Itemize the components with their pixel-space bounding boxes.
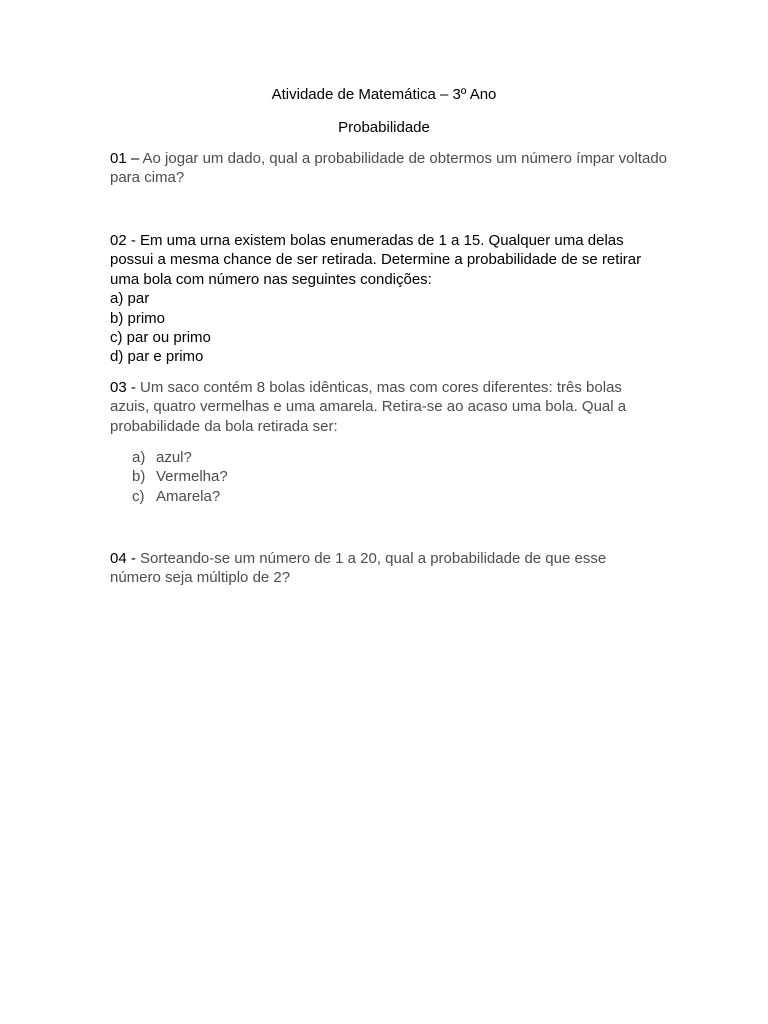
document-subtitle: Probabilidade xyxy=(338,119,430,136)
question-3 xyxy=(110,378,650,436)
question-4 xyxy=(110,549,650,588)
option-text: azul? xyxy=(156,449,192,466)
option-letter: c) xyxy=(132,487,145,505)
option-letter: a) xyxy=(132,449,146,466)
question-2-option-c: c) par ou primo xyxy=(110,329,211,347)
option-text: Amarela? xyxy=(156,487,221,505)
question-1-text: Ao jogar um dado, qual a probabilidade de obtermos um número ímpar voltado para cima? xyxy=(110,150,668,187)
question-3-option-c xyxy=(132,487,532,506)
question-1-number: 01 – xyxy=(110,150,140,167)
question-3-options xyxy=(132,448,532,506)
question-2-option-a: a) par xyxy=(110,290,150,308)
question-2-line: possui a mesma chance de ser retirada. Determine a probabilidade de se retirar xyxy=(110,251,642,269)
question-4-number: 04 - xyxy=(110,550,136,567)
question-3-number: 03 - xyxy=(110,379,136,396)
question-3-text: Um saco contém 8 bolas idênticas, mas com cores diferentes: três bolas azuis, quatro vermelhas e uma amarela. Retira-se ao acaso uma bola. Qual a probabilidade da bola retirada ser: xyxy=(110,379,627,435)
question-2 xyxy=(110,231,670,367)
question-2-option-d: d) par e primo xyxy=(110,348,204,366)
document-title: Atividade de Matemática – 3º Ano xyxy=(271,86,497,103)
option-text: Vermelha? xyxy=(156,468,228,486)
question-2-option-b: b) primo xyxy=(110,309,166,327)
question-3-option-b xyxy=(132,467,532,486)
question-4-text: Sorteando-se um número de 1 a 20, qual a probabilidade de que esse número seja múltiplo de 2? xyxy=(110,550,607,587)
question-3-option-a xyxy=(132,448,532,467)
question-1 xyxy=(110,149,670,188)
option-letter: b) xyxy=(132,468,146,486)
question-2-line: uma bola com número nas seguintes condições: xyxy=(110,270,432,288)
question-2-line: 02 - Em uma urna existem bolas enumeradas de 1 a 15. Qualquer uma delas xyxy=(110,232,624,249)
